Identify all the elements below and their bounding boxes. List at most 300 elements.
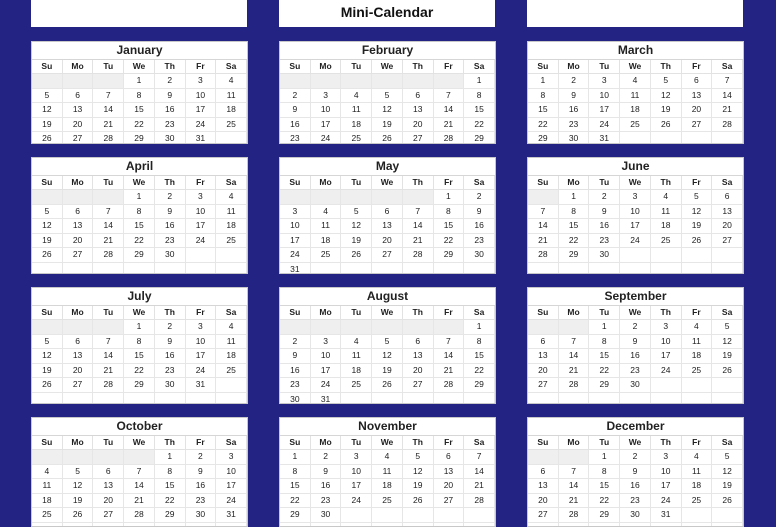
day-cell: 16 (311, 479, 342, 494)
month-grid (32, 306, 247, 404)
day-cell: 25 (216, 234, 247, 249)
empty-day-cell (93, 74, 124, 89)
day-cell: 1 (589, 320, 620, 335)
header-cell-right (527, 0, 743, 27)
day-cell: 16 (620, 349, 651, 364)
empty-day-cell (651, 248, 682, 263)
day-cell: 2 (464, 190, 495, 205)
day-cell: 17 (186, 103, 217, 118)
day-cell: 11 (216, 89, 247, 104)
weekday-header: Tu (589, 60, 620, 74)
day-cell: 23 (589, 234, 620, 249)
day-cell: 11 (651, 205, 682, 220)
day-cell: 8 (464, 89, 495, 104)
empty-day-cell (63, 190, 94, 205)
weekday-header: We (124, 60, 155, 74)
day-cell: 23 (186, 494, 217, 509)
day-cell: 3 (620, 190, 651, 205)
weekday-header: Mo (559, 306, 590, 320)
day-cell: 7 (712, 74, 743, 89)
day-cell: 16 (464, 219, 495, 234)
day-cell: 8 (124, 89, 155, 104)
day-cell: 26 (32, 132, 63, 144)
day-cell: 27 (93, 508, 124, 523)
weekday-header: Fr (186, 176, 217, 190)
weekday-header: Th (403, 176, 434, 190)
day-cell: 26 (63, 508, 94, 523)
empty-day-cell (341, 508, 372, 523)
empty-day-cell (63, 523, 94, 527)
weekday-header: Sa (712, 306, 743, 320)
day-cell: 18 (216, 103, 247, 118)
day-cell: 8 (434, 205, 465, 220)
weekday-header: Tu (341, 176, 372, 190)
day-cell: 6 (403, 89, 434, 104)
day-cell: 20 (434, 479, 465, 494)
weekday-header: Mo (559, 176, 590, 190)
month-name: September (528, 288, 743, 306)
day-cell: 23 (311, 494, 342, 509)
weekday-header: We (620, 436, 651, 450)
weekday-header: Fr (434, 306, 465, 320)
day-cell: 10 (620, 205, 651, 220)
empty-day-cell (403, 263, 434, 275)
empty-day-cell (311, 320, 342, 335)
page-title: Mini-Calendar (279, 4, 495, 20)
day-cell: 27 (528, 378, 559, 393)
empty-day-cell (559, 320, 590, 335)
day-cell: 3 (186, 74, 217, 89)
empty-day-cell (651, 393, 682, 405)
day-cell: 7 (403, 205, 434, 220)
day-cell: 7 (434, 89, 465, 104)
weekday-header: Fr (186, 436, 217, 450)
empty-day-cell (712, 393, 743, 405)
day-cell: 27 (63, 132, 94, 144)
month-name: August (280, 288, 495, 306)
day-cell: 27 (528, 508, 559, 523)
empty-day-cell (311, 523, 342, 527)
month-grid (280, 176, 495, 274)
weekday-header: Fr (186, 306, 217, 320)
day-cell: 3 (651, 450, 682, 465)
day-cell: 17 (620, 219, 651, 234)
day-cell: 11 (216, 205, 247, 220)
weekday-header: Mo (311, 60, 342, 74)
day-cell: 25 (682, 494, 713, 509)
day-cell: 6 (682, 74, 713, 89)
month-february (279, 41, 496, 144)
weekday-header: Fr (434, 176, 465, 190)
day-cell: 5 (372, 89, 403, 104)
day-cell: 3 (186, 190, 217, 205)
day-cell: 29 (280, 508, 311, 523)
day-cell: 28 (559, 378, 590, 393)
empty-day-cell (372, 393, 403, 405)
day-cell: 16 (620, 479, 651, 494)
weekday-header: Sa (464, 436, 495, 450)
day-cell: 1 (280, 450, 311, 465)
day-cell: 19 (712, 349, 743, 364)
day-cell: 10 (651, 335, 682, 350)
weekday-header: Th (651, 306, 682, 320)
empty-day-cell (311, 190, 342, 205)
day-cell: 19 (372, 118, 403, 133)
day-cell: 12 (682, 205, 713, 220)
day-cell: 10 (341, 465, 372, 480)
weekday-header: Mo (63, 436, 94, 450)
day-cell: 30 (589, 248, 620, 263)
weekday-header: Sa (464, 176, 495, 190)
day-cell: 30 (155, 248, 186, 263)
day-cell: 3 (341, 450, 372, 465)
day-cell: 10 (589, 89, 620, 104)
day-cell: 20 (403, 364, 434, 379)
day-cell: 4 (682, 450, 713, 465)
weekday-header: We (620, 176, 651, 190)
day-cell: 19 (32, 118, 63, 133)
day-cell: 6 (63, 205, 94, 220)
day-cell: 30 (280, 393, 311, 405)
day-cell: 24 (589, 118, 620, 133)
day-cell: 5 (63, 465, 94, 480)
weekday-header: Tu (589, 436, 620, 450)
empty-day-cell (620, 263, 651, 275)
day-cell: 16 (155, 219, 186, 234)
day-cell: 12 (403, 465, 434, 480)
weekday-header: We (620, 306, 651, 320)
day-cell: 20 (93, 494, 124, 509)
day-cell: 27 (682, 118, 713, 133)
day-cell: 4 (216, 320, 247, 335)
weekday-header: Th (403, 306, 434, 320)
month-march (527, 41, 744, 144)
empty-day-cell (559, 263, 590, 275)
weekday-header: We (124, 306, 155, 320)
day-cell: 10 (311, 103, 342, 118)
day-cell: 1 (528, 74, 559, 89)
day-cell: 6 (712, 190, 743, 205)
day-cell: 14 (712, 89, 743, 104)
day-cell: 16 (280, 364, 311, 379)
weekday-header: Fr (434, 60, 465, 74)
day-cell: 23 (620, 364, 651, 379)
day-cell: 11 (311, 219, 342, 234)
empty-day-cell (63, 263, 94, 275)
empty-day-cell (372, 508, 403, 523)
day-cell: 26 (372, 132, 403, 144)
month-name: April (32, 158, 247, 176)
weekday-header: Mo (63, 60, 94, 74)
day-cell: 22 (559, 234, 590, 249)
day-cell: 4 (311, 205, 342, 220)
day-cell: 23 (620, 494, 651, 509)
day-cell: 20 (63, 364, 94, 379)
day-cell: 7 (559, 465, 590, 480)
day-cell: 14 (434, 349, 465, 364)
weekday-header: Mo (311, 306, 342, 320)
day-cell: 31 (216, 508, 247, 523)
weekday-header: Mo (311, 436, 342, 450)
weekday-header: Tu (93, 306, 124, 320)
day-cell: 26 (32, 378, 63, 393)
empty-day-cell (712, 248, 743, 263)
day-cell: 29 (589, 508, 620, 523)
empty-day-cell (682, 393, 713, 405)
day-cell: 26 (682, 234, 713, 249)
day-cell: 28 (93, 248, 124, 263)
day-cell: 8 (124, 205, 155, 220)
day-cell: 10 (311, 349, 342, 364)
day-cell: 11 (32, 479, 63, 494)
header-cell-left (31, 0, 247, 27)
month-name: February (280, 42, 495, 60)
empty-day-cell (93, 190, 124, 205)
day-cell: 5 (712, 450, 743, 465)
empty-day-cell (651, 523, 682, 527)
empty-day-cell (464, 508, 495, 523)
day-cell: 22 (124, 118, 155, 133)
day-cell: 16 (186, 479, 217, 494)
empty-day-cell (341, 320, 372, 335)
day-cell: 5 (651, 74, 682, 89)
empty-day-cell (155, 263, 186, 275)
day-cell: 18 (216, 219, 247, 234)
day-cell: 24 (186, 118, 217, 133)
day-cell: 13 (63, 103, 94, 118)
month-july (31, 287, 248, 404)
day-cell: 2 (620, 320, 651, 335)
weekday-header: Tu (341, 436, 372, 450)
weekday-header: We (620, 60, 651, 74)
day-cell: 27 (403, 378, 434, 393)
month-name: March (528, 42, 743, 60)
day-cell: 16 (155, 103, 186, 118)
day-cell: 17 (280, 234, 311, 249)
day-cell: 15 (589, 479, 620, 494)
day-cell: 3 (216, 450, 247, 465)
day-cell: 12 (712, 465, 743, 480)
day-cell: 3 (280, 205, 311, 220)
day-cell: 19 (32, 364, 63, 379)
empty-day-cell (528, 263, 559, 275)
day-cell: 2 (186, 450, 217, 465)
empty-day-cell (434, 523, 465, 527)
day-cell: 27 (712, 234, 743, 249)
day-cell: 19 (341, 234, 372, 249)
day-cell: 12 (372, 103, 403, 118)
day-cell: 6 (63, 89, 94, 104)
day-cell: 23 (155, 234, 186, 249)
day-cell: 7 (434, 335, 465, 350)
weekday-header: Sa (464, 60, 495, 74)
empty-day-cell (372, 263, 403, 275)
day-cell: 28 (712, 118, 743, 133)
day-cell: 14 (124, 479, 155, 494)
empty-day-cell (32, 393, 63, 405)
empty-day-cell (32, 263, 63, 275)
month-april (31, 157, 248, 274)
day-cell: 22 (280, 494, 311, 509)
day-cell: 25 (216, 118, 247, 133)
day-cell: 21 (93, 364, 124, 379)
day-cell: 29 (124, 378, 155, 393)
day-cell: 14 (528, 219, 559, 234)
day-cell: 25 (341, 378, 372, 393)
weekday-header: Sa (712, 176, 743, 190)
day-cell: 3 (589, 74, 620, 89)
empty-day-cell (341, 393, 372, 405)
day-cell: 5 (712, 320, 743, 335)
empty-day-cell (63, 393, 94, 405)
day-cell: 13 (403, 103, 434, 118)
day-cell: 4 (682, 320, 713, 335)
day-cell: 29 (155, 508, 186, 523)
day-cell: 30 (559, 132, 590, 144)
day-cell: 29 (589, 378, 620, 393)
day-cell: 2 (280, 335, 311, 350)
weekday-header: We (372, 436, 403, 450)
empty-day-cell (589, 523, 620, 527)
empty-day-cell (93, 263, 124, 275)
empty-day-cell (559, 523, 590, 527)
day-cell: 23 (155, 364, 186, 379)
day-cell: 3 (311, 89, 342, 104)
day-cell: 21 (559, 494, 590, 509)
day-cell: 14 (93, 103, 124, 118)
day-cell: 26 (651, 118, 682, 133)
empty-day-cell (712, 263, 743, 275)
day-cell: 27 (372, 248, 403, 263)
weekday-header: Th (155, 436, 186, 450)
day-cell: 8 (124, 335, 155, 350)
day-cell: 22 (464, 118, 495, 133)
day-cell: 2 (155, 74, 186, 89)
empty-day-cell (528, 320, 559, 335)
day-cell: 18 (216, 349, 247, 364)
day-cell: 16 (280, 118, 311, 133)
month-september (527, 287, 744, 404)
day-cell: 5 (403, 450, 434, 465)
weekday-header: Fr (682, 436, 713, 450)
day-cell: 1 (124, 320, 155, 335)
day-cell: 10 (186, 89, 217, 104)
empty-day-cell (93, 393, 124, 405)
month-name: December (528, 418, 743, 436)
empty-day-cell (311, 74, 342, 89)
weekday-header: Fr (434, 436, 465, 450)
day-cell: 27 (403, 132, 434, 144)
month-grid (528, 176, 743, 274)
empty-day-cell (280, 320, 311, 335)
day-cell: 20 (372, 234, 403, 249)
day-cell: 21 (559, 364, 590, 379)
empty-day-cell (651, 132, 682, 144)
weekday-header: Su (32, 436, 63, 450)
weekday-header: Fr (682, 306, 713, 320)
empty-day-cell (682, 378, 713, 393)
day-cell: 6 (63, 335, 94, 350)
empty-day-cell (341, 190, 372, 205)
day-cell: 10 (216, 465, 247, 480)
day-cell: 31 (280, 263, 311, 275)
day-cell: 31 (186, 378, 217, 393)
day-cell: 23 (280, 132, 311, 144)
day-cell: 2 (559, 74, 590, 89)
day-cell: 18 (311, 234, 342, 249)
weekday-header: Tu (93, 176, 124, 190)
day-cell: 17 (186, 219, 217, 234)
empty-day-cell (464, 523, 495, 527)
day-cell: 12 (372, 349, 403, 364)
day-cell: 19 (32, 234, 63, 249)
empty-day-cell (186, 248, 217, 263)
day-cell: 25 (372, 494, 403, 509)
empty-day-cell (403, 190, 434, 205)
day-cell: 1 (155, 450, 186, 465)
empty-day-cell (651, 263, 682, 275)
empty-day-cell (651, 378, 682, 393)
weekday-header: Th (651, 436, 682, 450)
weekday-header: Tu (589, 176, 620, 190)
day-cell: 1 (589, 450, 620, 465)
day-cell: 22 (464, 364, 495, 379)
empty-day-cell (372, 320, 403, 335)
weekday-header: Su (280, 176, 311, 190)
weekday-header: Fr (682, 60, 713, 74)
month-august (279, 287, 496, 404)
empty-day-cell (620, 248, 651, 263)
day-cell: 21 (124, 494, 155, 509)
month-name: November (280, 418, 495, 436)
day-cell: 31 (589, 132, 620, 144)
empty-day-cell (559, 450, 590, 465)
day-cell: 4 (651, 190, 682, 205)
day-cell: 18 (682, 349, 713, 364)
day-cell: 8 (559, 205, 590, 220)
day-cell: 11 (341, 103, 372, 118)
day-cell: 10 (651, 465, 682, 480)
empty-day-cell (434, 508, 465, 523)
empty-day-cell (528, 190, 559, 205)
weekday-header: Su (528, 60, 559, 74)
day-cell: 14 (434, 103, 465, 118)
empty-day-cell (124, 393, 155, 405)
day-cell: 29 (559, 248, 590, 263)
day-cell: 6 (403, 335, 434, 350)
month-grid (32, 60, 247, 144)
empty-day-cell (620, 132, 651, 144)
day-cell: 13 (528, 349, 559, 364)
month-grid (528, 306, 743, 404)
day-cell: 21 (93, 234, 124, 249)
empty-day-cell (372, 523, 403, 527)
day-cell: 11 (682, 465, 713, 480)
day-cell: 7 (559, 335, 590, 350)
weekday-header: Mo (63, 306, 94, 320)
day-cell: 28 (93, 378, 124, 393)
empty-day-cell (712, 508, 743, 523)
day-cell: 19 (682, 219, 713, 234)
day-cell: 8 (528, 89, 559, 104)
empty-day-cell (32, 523, 63, 527)
day-cell: 17 (341, 479, 372, 494)
day-cell: 9 (559, 89, 590, 104)
day-cell: 17 (311, 364, 342, 379)
month-june (527, 157, 744, 274)
empty-day-cell (682, 132, 713, 144)
empty-day-cell (528, 393, 559, 405)
